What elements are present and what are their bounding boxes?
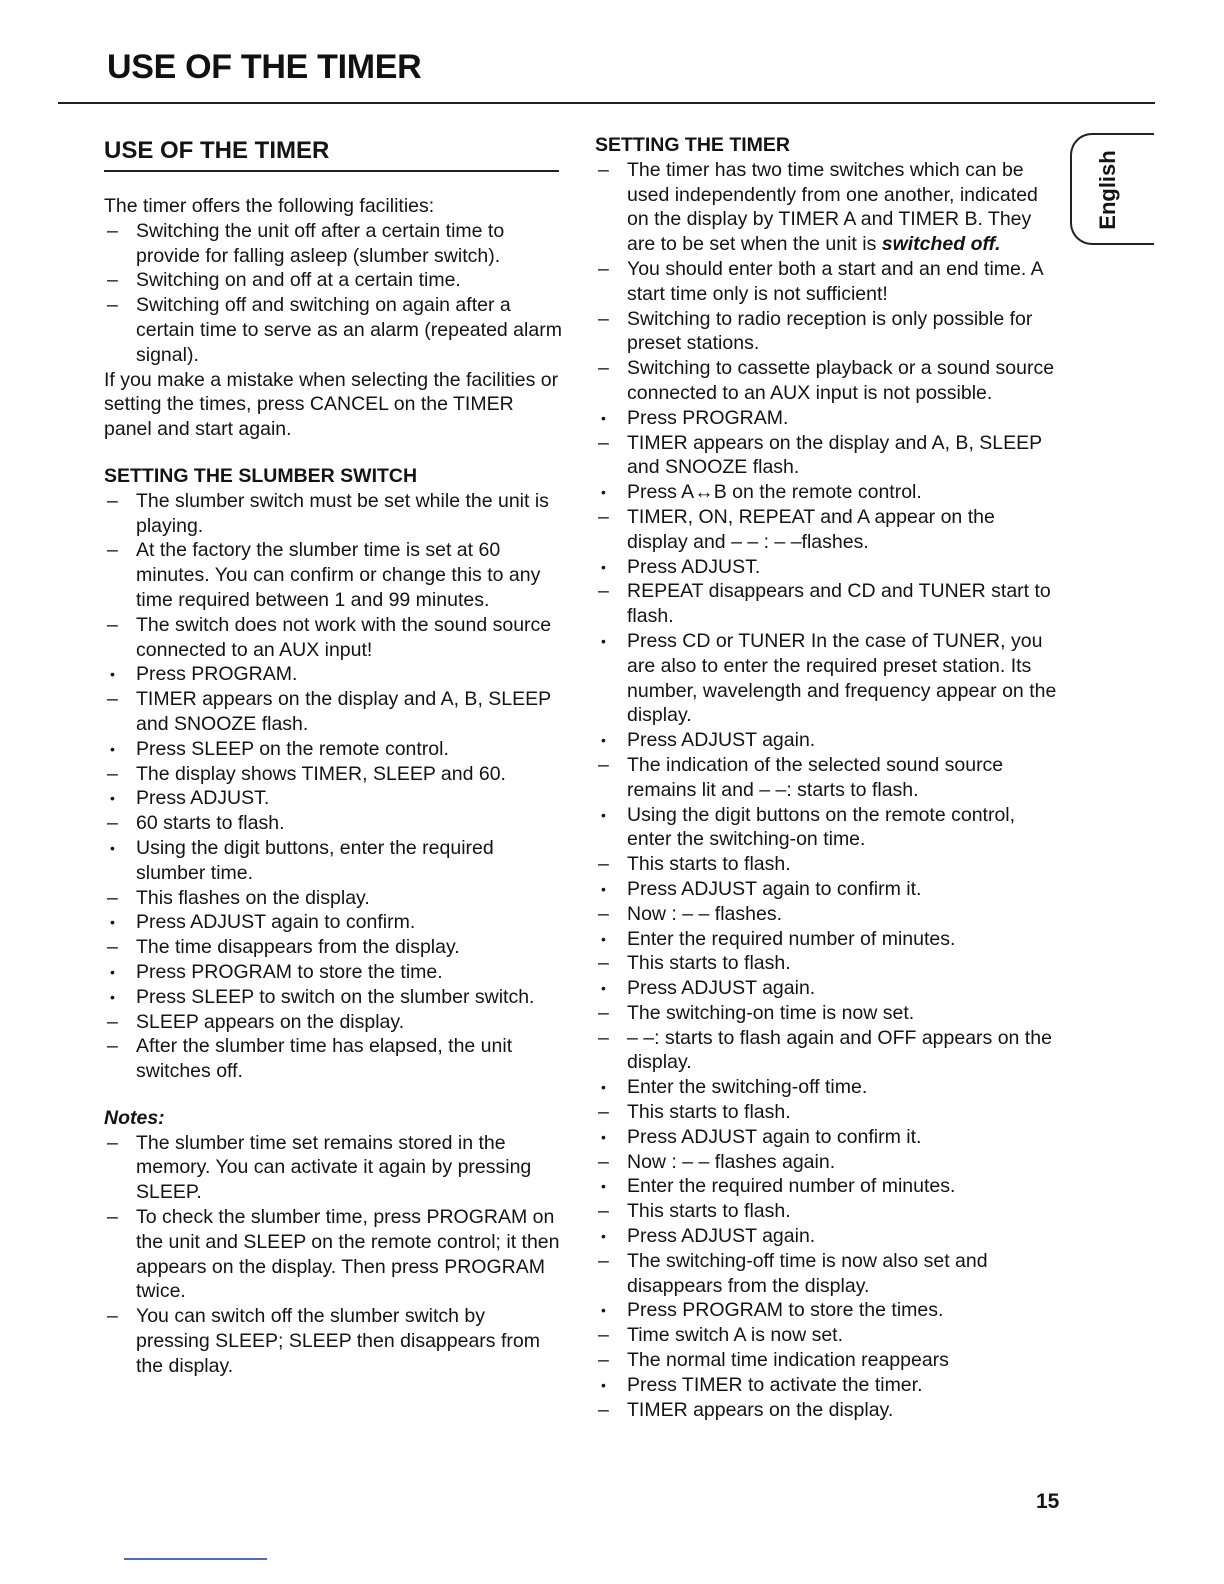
list-item: – To check the slumber time, press PROGRAM on the unit and SLEEP on the remote control; it then appears on the display. Then press PROGRAM twice. — [107, 1206, 560, 1303]
dash-marker: – — [107, 936, 118, 959]
step-text: Press ADJUST. — [627, 555, 761, 578]
info-step — [104, 762, 564, 787]
slumber-steps-list — [104, 489, 564, 1084]
step-text: Press ADJUST again to confirm. — [136, 911, 416, 934]
info-step — [104, 1010, 564, 1035]
info-step — [104, 687, 564, 737]
bullet-marker: • — [601, 1128, 606, 1145]
action-step — [595, 803, 1057, 853]
dash-marker: – — [598, 1001, 609, 1024]
info-step — [104, 613, 564, 663]
dash-marker: – — [598, 1249, 609, 1272]
step-text: Press ADJUST again to confirm it. — [627, 877, 922, 900]
dash-marker: – — [598, 902, 609, 925]
dash-marker: – — [598, 753, 609, 776]
section-title: USE OF THE TIMER — [104, 136, 559, 172]
step-text: Press ADJUST again. — [627, 1225, 816, 1248]
step-text: This starts to flash. — [627, 853, 791, 876]
dash-marker: – — [598, 1150, 609, 1173]
action-step — [595, 1174, 1057, 1199]
bullet-marker: • — [601, 409, 606, 426]
info-step — [595, 1026, 1057, 1076]
action-step — [104, 960, 564, 985]
info-step — [104, 1034, 564, 1084]
dash-marker: – — [598, 257, 609, 280]
step-text: At the factory the slumber time is set at 60 minutes. You can confirm or change this to any time required between 1 and 99 minutes. — [136, 539, 541, 611]
step-text: SLEEP appears on the display. — [136, 1010, 405, 1033]
bullet-marker: • — [601, 1376, 606, 1393]
info-step — [595, 307, 1057, 357]
action-step — [595, 1373, 1057, 1398]
info-step — [104, 886, 564, 911]
action-step — [595, 877, 1057, 902]
action-step — [595, 629, 1057, 728]
info-step — [595, 1001, 1057, 1026]
page-title: USE OF THE TIMER — [107, 48, 422, 86]
info-step — [595, 852, 1057, 877]
action-step — [104, 836, 564, 886]
step-text: Press ADJUST again to confirm it. — [627, 1125, 922, 1148]
notes-list — [104, 1131, 564, 1379]
bullet-marker: • — [601, 484, 606, 501]
step-text: – –: starts to flash again and OFF appears on the display. — [627, 1026, 1052, 1074]
list-item: – Switching the unit off after a certain time to provide for falling asleep (slumber switch). — [107, 219, 505, 267]
bullet-marker: • — [601, 732, 606, 749]
info-step — [595, 902, 1057, 927]
dash-marker: – — [598, 307, 609, 330]
step-text: 60 starts to flash. — [136, 812, 285, 835]
info-step — [595, 951, 1057, 976]
dash-marker: – — [598, 952, 609, 975]
dash-marker: – — [107, 539, 118, 562]
step-text: Press ADJUST. — [136, 787, 270, 810]
title-rule — [58, 102, 1155, 104]
action-step — [104, 786, 564, 811]
info-step — [595, 1323, 1057, 1348]
step-text: Press PROGRAM. — [136, 663, 298, 686]
step-text: After the slumber time has elapsed, the unit switches off. — [136, 1035, 513, 1083]
bullet-marker: • — [110, 963, 115, 980]
step-text: TIMER appears on the display and A, B, SLEEP and SNOOZE flash. — [136, 688, 551, 735]
action-step — [595, 555, 1057, 580]
step-text: TIMER appears on the display and A, B, SLEEP and SNOOZE flash. — [627, 431, 1042, 479]
notes-heading: Notes: — [104, 1106, 165, 1129]
bullet-marker: • — [601, 558, 606, 575]
step-text: Press SLEEP to switch on the slumber switch. — [136, 985, 535, 1008]
dash-marker: – — [598, 1349, 609, 1372]
action-step — [595, 406, 1057, 431]
dash-marker: – — [598, 1101, 609, 1124]
dash-marker: – — [107, 489, 118, 512]
dash-marker: – — [598, 580, 609, 603]
info-step — [104, 811, 564, 836]
info-step — [104, 935, 564, 960]
page-number: 15 — [1036, 1490, 1060, 1513]
step-text: Now : – – flashes again. — [627, 1150, 836, 1173]
dash-marker: – — [598, 1200, 609, 1223]
step-text: The normal time indication reappears — [627, 1349, 949, 1372]
action-step — [104, 737, 564, 762]
step-text: TIMER, ON, REPEAT and A appear on the display and – – : – –flashes. — [627, 505, 995, 553]
action-step — [595, 1125, 1057, 1150]
info-step — [595, 579, 1057, 629]
step-text: Press ADJUST again. — [627, 977, 816, 1000]
step-text: Press A↔B on the remote control. — [627, 481, 922, 504]
step-text: Press SLEEP on the remote control. — [136, 737, 449, 760]
info-step — [595, 505, 1057, 555]
action-step — [595, 728, 1057, 753]
action-step — [595, 480, 1057, 505]
bullet-marker: • — [110, 988, 115, 1005]
step-text: This starts to flash. — [627, 1200, 791, 1223]
dash-marker: – — [598, 1324, 609, 1347]
step-text: TIMER appears on the display. — [627, 1398, 894, 1421]
language-tab-label: English — [1095, 150, 1120, 230]
step-text: This flashes on the display. — [136, 886, 370, 909]
info-step — [595, 257, 1057, 307]
action-step — [595, 1298, 1057, 1323]
step-text: Press PROGRAM. — [627, 406, 789, 429]
step-text: This starts to flash. — [627, 1101, 791, 1124]
emphasis-text: switched off. — [881, 233, 1001, 256]
bullet-marker: • — [601, 880, 606, 897]
step-text: The switching-on time is now set. — [627, 1001, 915, 1024]
action-step — [104, 662, 564, 687]
dash-marker: – — [107, 762, 118, 785]
dash-marker: – — [598, 853, 609, 876]
left-column — [104, 136, 564, 1379]
step-text: The display shows TIMER, SLEEP and 60. — [136, 762, 506, 785]
step-text: Using the digit buttons, enter the required slumber time. — [136, 836, 494, 884]
list-item: – Switching off and switching on again after a certain time to serve as an alarm (repeated alarm signal). — [107, 294, 562, 366]
info-step — [595, 1348, 1057, 1373]
bullet-marker: • — [601, 632, 606, 649]
facilities-list — [104, 219, 564, 368]
bullet-marker: • — [110, 839, 115, 856]
list-item: – The slumber time set remains stored in the memory. You can activate it again by pressing SLEEP. — [107, 1131, 532, 1204]
timer-heading: SETTING THE TIMER — [595, 134, 790, 156]
info-step — [595, 356, 1057, 406]
info-step — [595, 1398, 1057, 1423]
step-text: Press PROGRAM to store the time. — [136, 960, 443, 983]
dash-marker: – — [107, 1010, 118, 1033]
bullet-marker: • — [110, 790, 115, 807]
info-step — [595, 1199, 1057, 1224]
bullet-marker: • — [110, 740, 115, 757]
action-step — [595, 1224, 1057, 1249]
step-text: This starts to flash. — [627, 952, 791, 975]
slumber-heading: SETTING THE SLUMBER SWITCH — [104, 464, 418, 487]
step-text: Press ADJUST again. — [627, 729, 816, 752]
bullet-marker: • — [601, 980, 606, 997]
dash-marker: – — [598, 1398, 609, 1421]
list-item: – Switching on and off at a certain time. — [107, 269, 461, 292]
step-text: The switch does not work with the sound source connected to an AUX input! — [136, 613, 552, 661]
action-step — [595, 927, 1057, 952]
step-text: Time switch A is now set. — [627, 1324, 844, 1347]
right-column — [595, 133, 1057, 1422]
action-step — [104, 910, 564, 935]
accent-line — [124, 1558, 267, 1560]
info-step — [104, 538, 564, 612]
dash-marker: – — [107, 812, 118, 835]
info-step — [595, 1249, 1057, 1299]
dash-marker: – — [598, 357, 609, 380]
bullet-marker: • — [601, 806, 606, 823]
step-text: Enter the required number of minutes. — [627, 1175, 956, 1198]
step-text: The slumber switch must be set while the unit is playing. — [136, 489, 549, 537]
step-text: Press CD or TUNER In the case of TUNER, you are also to enter the required preset station. Its number, wavelength and frequency appear on the display. — [627, 629, 1057, 727]
timer-steps-list — [595, 257, 1057, 1422]
action-step — [595, 976, 1057, 1001]
action-step — [104, 985, 564, 1010]
step-text: The time disappears from the display. — [136, 936, 460, 959]
dash-marker: – — [107, 688, 118, 711]
step-text: REPEAT disappears and CD and TUNER start to flash. — [627, 580, 1051, 628]
dash-marker: – — [107, 1035, 118, 1058]
bullet-marker: • — [601, 1302, 606, 1319]
list-item: – The timer has two time switches which can be used independently from one another, indicated on the display by TIMER A and TIMER B. They are to be set when the unit is switched off. — [598, 158, 1038, 256]
dash-marker: – — [598, 505, 609, 528]
mistake-note: If you make a mistake when selecting the facilities or setting the times, press CANCEL on the TIMER panel and start again. — [104, 368, 559, 441]
info-step — [595, 753, 1057, 803]
bullet-marker: • — [601, 1228, 606, 1245]
bullet-marker: • — [601, 930, 606, 947]
dash-marker: – — [598, 1026, 609, 1049]
step-text: Using the digit buttons on the remote control, enter the switching-on time. — [627, 803, 1016, 851]
step-text: Press PROGRAM to store the times. — [627, 1299, 944, 1322]
dash-marker: – — [107, 886, 118, 909]
action-step — [595, 1075, 1057, 1100]
step-text: The indication of the selected sound source remains lit and – –: starts to flash. — [627, 753, 1004, 801]
info-step — [595, 1150, 1057, 1175]
step-text: Now : – – flashes. — [627, 902, 782, 925]
dash-marker: – — [107, 613, 118, 636]
step-text: Switching to radio reception is only possible for preset stations. — [627, 307, 1033, 355]
list-item: – You can switch off the slumber switch by pressing SLEEP; SLEEP then disappears from the display. — [107, 1305, 540, 1377]
step-text: You should enter both a start and an end time. A start time only is not sufficient! — [627, 257, 1043, 305]
step-text: Press TIMER to activate the timer. — [627, 1373, 923, 1396]
step-text: Switching to cassette playback or a sound source connected to an AUX input is not possible. — [627, 357, 1055, 404]
step-text: Enter the required number of minutes. — [627, 927, 956, 950]
step-text: Enter the switching-off time. — [627, 1076, 868, 1099]
bullet-marker: • — [601, 1178, 606, 1195]
bullet-marker: • — [110, 914, 115, 931]
intro-text: The timer offers the following facilities: — [104, 195, 435, 217]
bullet-marker: • — [110, 666, 115, 683]
info-step — [595, 1100, 1057, 1125]
dash-marker: – — [598, 431, 609, 454]
step-text: The switching-off time is now also set and disappears from the display. — [627, 1249, 988, 1297]
info-step — [104, 489, 564, 539]
bullet-marker: • — [601, 1079, 606, 1096]
info-step — [595, 431, 1057, 481]
